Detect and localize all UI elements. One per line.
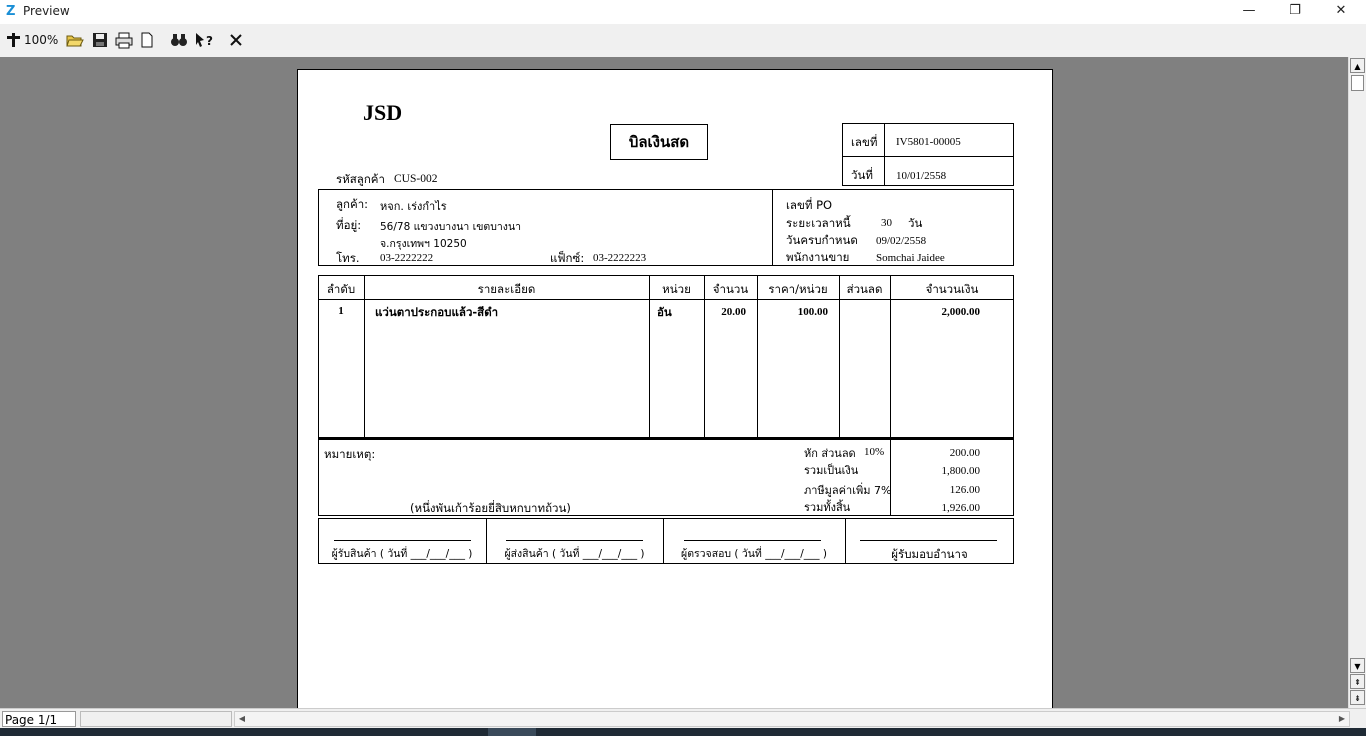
page-up-icon[interactable]: ⇞ [1350,674,1365,689]
customer-name: หจก. เร่งกำไร [380,200,447,213]
taskbar-item[interactable] [488,728,536,736]
status-bar [0,708,1366,729]
page-icon[interactable] [140,31,158,49]
toolbar [0,24,1366,58]
checker-signature: ผู้ตรวจสอบ ( วันที่ ___/___/___ ) [681,548,827,560]
horizontal-scrollbar[interactable] [234,711,1350,727]
page-indicator: Page 1/1 [2,711,76,727]
scroll-thumb[interactable] [1351,75,1364,91]
invoice-date-label: วันที่ [851,168,873,182]
invoice-date: 10/01/2558 [896,170,947,182]
total-value: 1,926.00 [941,502,980,514]
address-line-1: 56/78 แขวงบางนา เขตบางนา [380,221,522,233]
svg-text:?: ? [206,34,213,48]
amount-in-words: (หนึ่งพันเก้าร้อยยี่สิบหกบาทถ้วน) [410,501,571,515]
customer-code-label: รหัสลูกค้า [336,172,385,186]
app-logo-icon: Z [6,4,16,19]
phone-number: 03-2222222 [380,252,434,264]
salesperson-name: Somchai Jaidee [876,252,945,264]
invoice-page [297,69,1053,708]
due-date-label: วันครบกำหนด [786,233,858,247]
item-qty: 20.00 [721,306,746,318]
authorized-signature: ผู้รับมอบอำนาจ [891,547,968,561]
company-name: JSD [363,100,403,125]
vertical-scrollbar[interactable] [1348,57,1366,708]
vat-label: ภาษีมูลค่าเพิ่ม 7% [804,484,892,497]
column-header: หน่วย [662,282,691,296]
total-label: รวมทั้งสิ้น [804,501,851,514]
help-pointer-icon[interactable] [194,31,216,49]
minimize-button[interactable]: — [1242,3,1256,18]
restore-button[interactable]: ❐ [1289,3,1301,18]
scroll-right-icon[interactable]: ▶ [1338,714,1346,723]
address-label: ที่อยู่: [336,218,362,232]
address-line-2: จ.กรุงเทพฯ 10250 [380,238,467,250]
preview-workspace[interactable] [0,57,1348,708]
status-panel [80,711,232,727]
open-folder-icon[interactable] [66,31,86,49]
discount-label: หัก ส่วนลด [804,447,856,460]
sender-signature: ผู้ส่งสินค้า ( วันที่ ___/___/___ ) [504,548,645,560]
window-title: Preview [23,4,70,18]
subtotal-value: 1,800.00 [941,465,980,477]
zoom-icon[interactable] [6,31,24,49]
page-down-icon[interactable]: ⇟ [1350,690,1365,705]
item-price: 100.00 [797,306,828,318]
salesperson-label: พนักงานขาย [786,250,850,264]
invoice-number-label: เลขที่ [851,135,878,149]
column-header: ส่วนลด [846,282,883,296]
po-label: เลขที่ PO [786,198,833,212]
column-header: จำนวนเงิน [925,282,979,296]
invoice-number: IV5801-00005 [896,136,961,148]
zoom-level-button[interactable]: 100% [24,33,59,47]
save-icon[interactable] [92,31,110,49]
vat-value: 126.00 [949,484,980,496]
fax-label: แฟ็กซ์: [550,251,585,265]
remark-label: หมายเหตุ: [324,447,376,461]
column-header: จำนวน [712,282,749,296]
close-preview-icon[interactable] [228,31,246,49]
scroll-up-icon[interactable]: ▲ [1350,58,1365,73]
title-bar [0,0,1366,24]
discount-percent: 10% [864,446,885,458]
scroll-left-icon[interactable]: ◀ [238,714,246,723]
column-header: ลำดับ [326,282,356,296]
column-header: รายละเอียด [477,282,536,296]
item-no: 1 [338,305,344,317]
credit-unit: วัน [908,216,923,230]
column-header: ราคา/หน่วย [768,282,828,296]
item-amount: 2,000.00 [941,306,980,318]
item-description: แว่นตาประกอบแล้ว-สีดำ [375,305,499,319]
credit-days: 30 [881,217,892,229]
find-binoculars-icon[interactable] [170,31,190,49]
customer-label: ลูกค้า: [336,197,369,211]
fax-number: 03-2222223 [593,252,647,264]
item-unit: อัน [657,305,672,319]
due-date: 09/02/2558 [876,235,927,247]
discount-value: 200.00 [949,447,980,459]
close-window-button[interactable]: ✕ [1335,3,1347,18]
taskbar [0,728,1366,736]
receiver-signature: ผู้รับสินค้า ( วันที่ ___/___/___ ) [331,548,473,560]
document-title: บิลเงินสด [610,124,708,160]
scroll-down-icon[interactable]: ▼ [1350,658,1365,673]
subtotal-label: รวมเป็นเงิน [804,464,859,477]
phone-label: โทร. [336,251,360,265]
credit-term-label: ระยะเวลาหนี้ [786,216,851,230]
customer-code: CUS-002 [394,173,438,185]
print-icon[interactable] [115,31,135,49]
